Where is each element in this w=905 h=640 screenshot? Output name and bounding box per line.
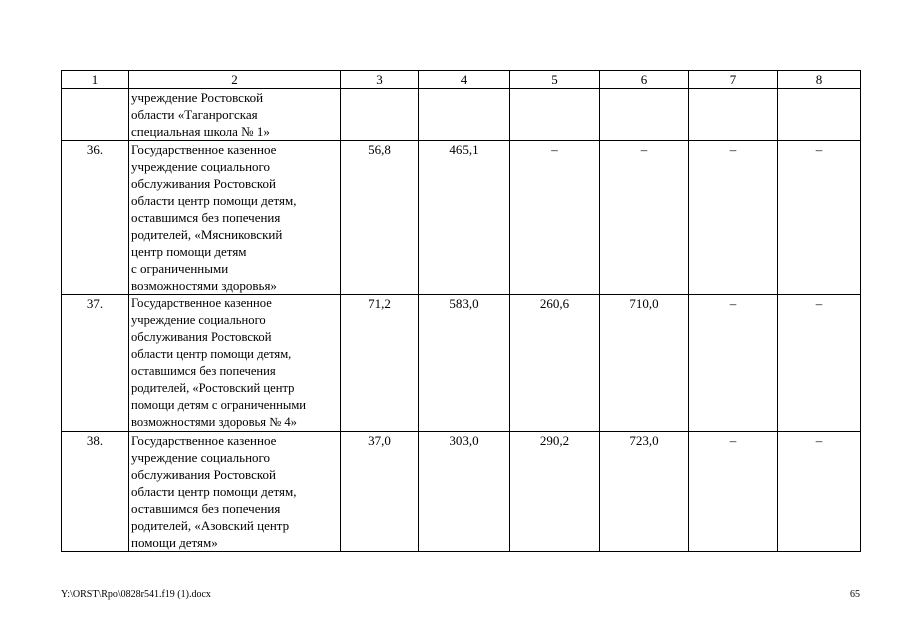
cell-col7: – bbox=[689, 432, 778, 552]
column-header: 1 bbox=[62, 71, 129, 89]
row-number: 38. bbox=[62, 432, 129, 552]
column-header: 7 bbox=[689, 71, 778, 89]
cell-col5: 290,2 bbox=[510, 432, 600, 552]
column-header: 3 bbox=[341, 71, 419, 89]
cell-col7: – bbox=[689, 295, 778, 432]
row-number bbox=[62, 89, 129, 141]
institution-name: учреждение Ростовской области «Таганрогская специальная школа № 1» bbox=[129, 89, 341, 141]
row-number: 36. bbox=[62, 141, 129, 295]
cell-col3: 37,0 bbox=[341, 432, 419, 552]
cell-col7: – bbox=[689, 141, 778, 295]
cell-col8: – bbox=[778, 432, 861, 552]
cell-col6 bbox=[600, 89, 689, 141]
footer-file-path: Y:\ORST\Rpo\0828r541.f19 (1).docx bbox=[61, 589, 211, 600]
cell-col4: 465,1 bbox=[419, 141, 510, 295]
row-number: 37. bbox=[62, 295, 129, 432]
cell-col5: 260,6 bbox=[510, 295, 600, 432]
cell-col6: 710,0 bbox=[600, 295, 689, 432]
cell-col6: – bbox=[600, 141, 689, 295]
column-header: 5 bbox=[510, 71, 600, 89]
cell-col3: 56,8 bbox=[341, 141, 419, 295]
cell-col5: – bbox=[510, 141, 600, 295]
cell-col4 bbox=[419, 89, 510, 141]
data-table bbox=[61, 70, 861, 552]
institution-name: Государственное казенное учреждение социального обслуживания Ростовской области центр помощи детям, оставшимся без попечения родителей, «Мясниковский центр помощи детям с ограниченными возможностями здоровья» bbox=[129, 141, 341, 295]
institution-name: Государственное казенное учреждение социального обслуживания Ростовской области центр помощи детям, оставшимся без попечения родителей, «Азовский центр помощи детям» bbox=[129, 432, 341, 552]
cell-col5 bbox=[510, 89, 600, 141]
cell-col3: 71,2 bbox=[341, 295, 419, 432]
footer-page-number: 65 bbox=[850, 589, 860, 600]
table-row bbox=[62, 141, 861, 295]
column-header: 2 bbox=[129, 71, 341, 89]
institution-name: Государственное казенное учреждение социального обслуживания Ростовской области центр помощи детям, оставшимся без попечения родителей, «Ростовский центр помощи детям с ограниченными возможностями здоровья № 4» bbox=[129, 295, 341, 432]
cell-col7 bbox=[689, 89, 778, 141]
table-row bbox=[62, 89, 861, 141]
table-row bbox=[62, 432, 861, 552]
column-header: 4 bbox=[419, 71, 510, 89]
table-header-row bbox=[62, 71, 861, 89]
cell-col6: 723,0 bbox=[600, 432, 689, 552]
cell-col3 bbox=[341, 89, 419, 141]
column-header: 8 bbox=[778, 71, 861, 89]
cell-col8 bbox=[778, 89, 861, 141]
cell-col8: – bbox=[778, 141, 861, 295]
cell-col4: 303,0 bbox=[419, 432, 510, 552]
table-row bbox=[62, 295, 861, 432]
cell-col4: 583,0 bbox=[419, 295, 510, 432]
cell-col8: – bbox=[778, 295, 861, 432]
column-header: 6 bbox=[600, 71, 689, 89]
